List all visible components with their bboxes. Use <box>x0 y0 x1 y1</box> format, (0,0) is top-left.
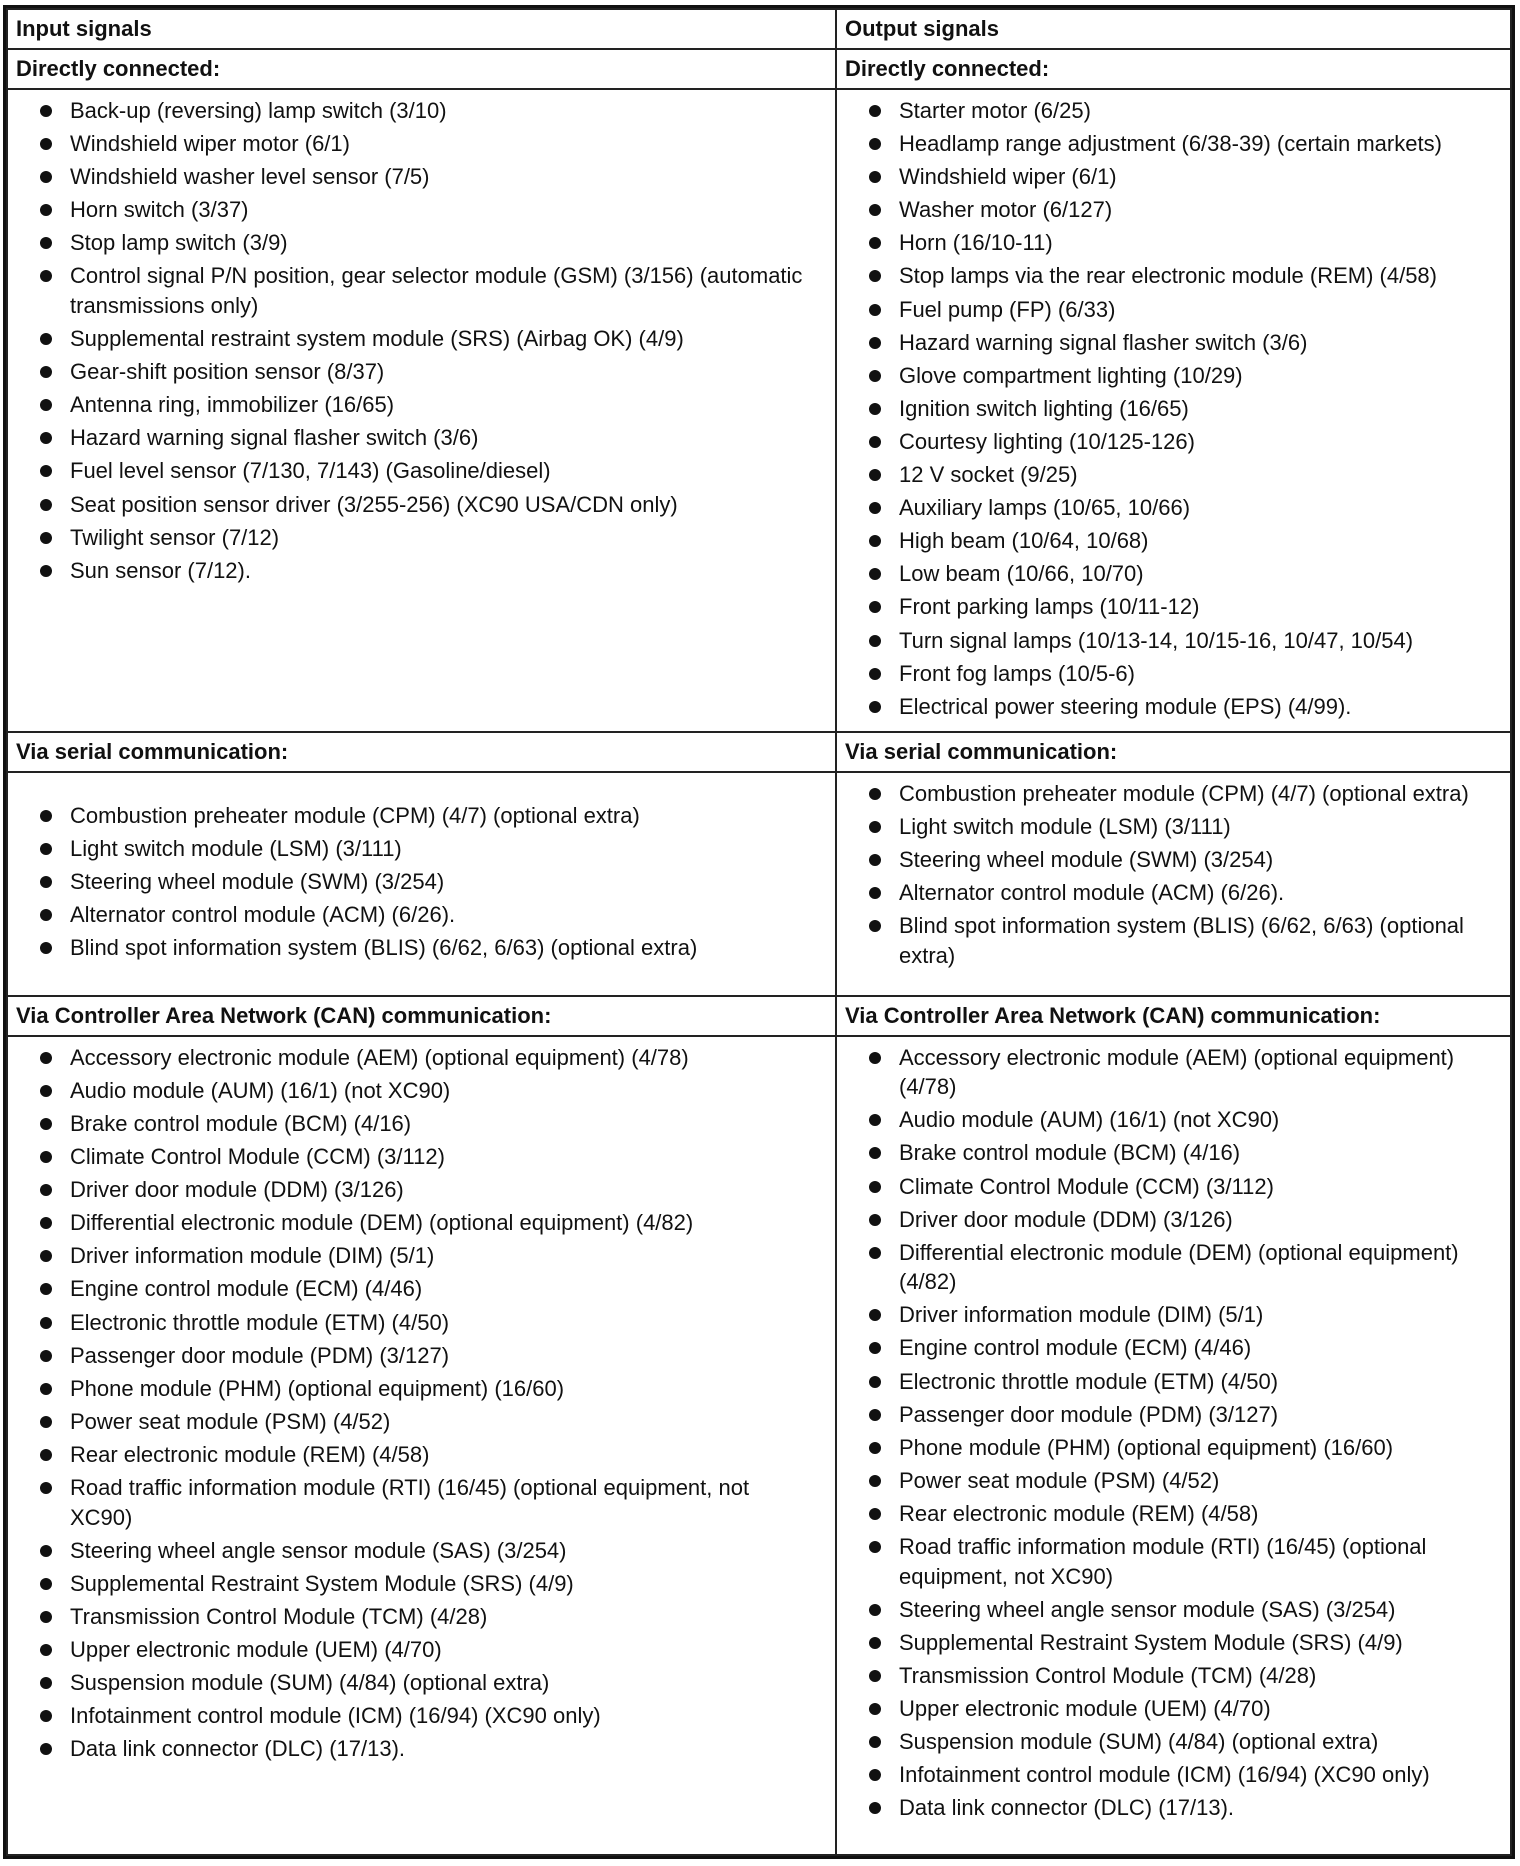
list-item-text: Brake control module (BCM) (4/16) <box>899 1140 1241 1166</box>
list-item <box>30 1175 815 1205</box>
header-row <box>7 9 1511 49</box>
list-item-text: Antenna ring, immobilizer (16/65) <box>70 392 395 418</box>
list-item-text: Hazard warning signal flasher switch (3/6) <box>70 425 479 451</box>
list-item-text: Courtesy lighting (10/125-126) <box>899 428 1195 454</box>
list-item <box>30 1602 815 1632</box>
output-can-title: Via Controller Area Network (CAN) communication: <box>836 996 1511 1036</box>
list-item <box>859 1172 1490 1202</box>
list-item <box>30 1109 815 1139</box>
list-item-text: Auxiliary lamps (10/65, 10/66) <box>899 495 1191 521</box>
list-item-text: Hazard warning signal flasher switch (3/6) <box>899 329 1308 355</box>
list-item <box>30 834 815 864</box>
output-serial-list <box>837 773 1510 980</box>
list-item-text: Alternator control module (ACM) (6/26). <box>899 880 1285 906</box>
list-item-text: Climate Control Module (CCM) (3/112) <box>70 1144 445 1170</box>
list-item-text: Combustion preheater module (CPM) (4/7) (optional extra) <box>899 780 1469 806</box>
list-item-text: Rear electronic module (REM) (4/58) <box>70 1441 430 1467</box>
list-item <box>859 1466 1490 1496</box>
output-can-list <box>837 1037 1510 1832</box>
list-item-text: Low beam (10/66, 10/70) <box>899 561 1144 587</box>
list-item <box>859 692 1490 722</box>
list-item-text: Infotainment control module (ICM) (16/94) (XC90 only) <box>899 1762 1430 1788</box>
list-item-text: Twilight sensor (7/12) <box>70 524 280 550</box>
list-item-text: Supplemental Restraint System Module (SRS) (4/9) <box>899 1629 1403 1655</box>
list-item <box>30 801 815 831</box>
input-serial-list <box>8 795 835 972</box>
list-item <box>859 526 1490 556</box>
list-item <box>30 228 815 258</box>
list-item-text: Differential electronic module (DEM) (optional equipment) (4/82) <box>899 1239 1459 1295</box>
list-item-text: Blind spot information system (BLIS) (6/62, 6/63) (optional extra) <box>899 913 1464 968</box>
list-item-text: Gear-shift position sensor (8/37) <box>70 359 385 385</box>
output-serial-title: Via serial communication: <box>836 732 1511 772</box>
list-item <box>859 1367 1490 1397</box>
list-item <box>30 523 815 553</box>
list-item-text: Transmission Control Module (TCM) (4/28) <box>899 1662 1317 1688</box>
list-item <box>30 456 815 486</box>
list-item <box>859 1205 1490 1235</box>
list-item <box>30 1734 815 1764</box>
list-item-text: Data link connector (DLC) (17/13). <box>70 1736 406 1762</box>
list-item <box>30 357 815 387</box>
list-item <box>859 295 1490 325</box>
list-item <box>859 1595 1490 1625</box>
input-can-title: Via Controller Area Network (CAN) communication: <box>7 996 836 1036</box>
list-item <box>30 324 815 354</box>
list-item <box>859 261 1490 291</box>
list-item <box>859 328 1490 358</box>
list-item <box>859 1532 1490 1591</box>
output-direct-title: Directly connected: <box>836 49 1511 89</box>
list-item-text: Accessory electronic module (AEM) (optional equipment) (4/78) <box>70 1044 689 1070</box>
section-title-row-can <box>7 996 1511 1036</box>
list-item <box>859 845 1490 875</box>
output-can-cell <box>836 1036 1511 1855</box>
list-item <box>859 1138 1490 1168</box>
list-item <box>859 812 1490 842</box>
list-item <box>859 1400 1490 1430</box>
list-item <box>859 1300 1490 1330</box>
input-serial-cell <box>7 772 836 996</box>
list-item-text: Upper electronic module (UEM) (4/70) <box>899 1695 1271 1721</box>
input-direct-list <box>8 90 835 595</box>
list-item-text: Combustion preheater module (CPM) (4/7) (optional extra) <box>70 803 640 829</box>
section-row-serial <box>7 772 1511 996</box>
output-serial-cell <box>836 772 1511 996</box>
list-item <box>859 1727 1490 1757</box>
list-item-text: Driver door module (DDM) (3/126) <box>70 1177 404 1203</box>
list-item-text: Supplemental Restraint System Module (SRS) (4/9) <box>70 1570 574 1596</box>
list-item <box>859 1043 1490 1102</box>
list-item-text: Engine control module (ECM) (4/46) <box>899 1335 1252 1361</box>
list-item <box>859 361 1490 391</box>
list-item <box>859 592 1490 622</box>
list-item <box>30 1668 815 1698</box>
list-item-text: Passenger door module (PDM) (3/127) <box>70 1342 450 1368</box>
list-item <box>859 96 1490 126</box>
list-item-text: Steering wheel module (SWM) (3/254) <box>899 846 1274 872</box>
list-item <box>859 1499 1490 1529</box>
list-item-text: 12 V socket (9/25) <box>899 462 1078 488</box>
list-item <box>30 867 815 897</box>
list-item-text: Light switch module (LSM) (3/111) <box>899 813 1231 839</box>
input-can-list <box>8 1037 835 1773</box>
list-item-text: Light switch module (LSM) (3/111) <box>70 836 402 862</box>
section-title-row-serial <box>7 732 1511 772</box>
list-item <box>859 559 1490 589</box>
list-item-text: Climate Control Module (CCM) (3/112) <box>899 1173 1274 1199</box>
list-item-text: Headlamp range adjustment (6/38-39) (certain markets) <box>899 131 1442 157</box>
list-item-text: Road traffic information module (RTI) (16/45) (optional equipment, not XC90) <box>899 1534 1427 1589</box>
input-direct-title: Directly connected: <box>7 49 836 89</box>
list-item <box>859 1105 1490 1135</box>
list-item <box>859 1238 1490 1297</box>
input-direct-cell <box>7 89 836 732</box>
section-title-row-direct <box>7 49 1511 89</box>
list-item-text: Electronic throttle module (ETM) (4/50) <box>899 1368 1279 1394</box>
list-item <box>859 1433 1490 1463</box>
list-item <box>30 933 815 963</box>
list-item <box>859 626 1490 656</box>
list-item-text: Power seat module (PSM) (4/52) <box>70 1408 391 1434</box>
list-item <box>30 1208 815 1238</box>
list-item-text: Glove compartment lighting (10/29) <box>899 362 1243 388</box>
list-item-text: Differential electronic module (DEM) (optional equipment) (4/82) <box>70 1210 694 1236</box>
list-item-text: Phone module (PHM) (optional equipment) (16/60) <box>70 1375 565 1401</box>
output-signals-header: Output signals <box>836 9 1511 49</box>
section-row-direct <box>7 89 1511 732</box>
input-can-cell <box>7 1036 836 1855</box>
output-direct-cell <box>836 89 1511 732</box>
list-item <box>859 1333 1490 1363</box>
list-item <box>859 427 1490 457</box>
list-item <box>30 490 815 520</box>
list-item <box>859 911 1490 970</box>
list-item <box>30 129 815 159</box>
list-item-text: Alternator control module (ACM) (6/26). <box>70 902 456 928</box>
list-item <box>859 228 1490 258</box>
list-item <box>30 1473 815 1532</box>
list-item-text: Driver information module (DIM) (5/1) <box>899 1302 1264 1328</box>
list-item-text: Driver information module (DIM) (5/1) <box>70 1243 435 1269</box>
section-row-can <box>7 1036 1511 1855</box>
list-item-text: Horn (16/10-11) <box>899 230 1053 256</box>
list-item-text: Turn signal lamps (10/13-14, 10/15-16, 10/47, 10/54) <box>899 627 1414 653</box>
list-item <box>30 1569 815 1599</box>
list-item-text: High beam (10/64, 10/68) <box>899 528 1149 554</box>
list-item <box>30 195 815 225</box>
list-item-text: Audio module (AUM) (16/1) (not XC90) <box>899 1107 1280 1133</box>
list-item <box>859 1793 1490 1823</box>
list-item <box>859 1661 1490 1691</box>
list-item <box>30 1407 815 1437</box>
list-item-text: Passenger door module (PDM) (3/127) <box>899 1401 1279 1427</box>
list-item <box>30 390 815 420</box>
list-item <box>30 261 815 320</box>
list-item <box>30 1274 815 1304</box>
list-item <box>859 129 1490 159</box>
list-item <box>30 96 815 126</box>
list-item-text: Front parking lamps (10/11-12) <box>899 594 1200 620</box>
list-item-text: Suspension module (SUM) (4/84) (optional extra) <box>899 1728 1379 1754</box>
list-item-text: Data link connector (DLC) (17/13). <box>899 1795 1235 1821</box>
list-item <box>859 195 1490 225</box>
list-item <box>30 1043 815 1073</box>
list-item <box>30 1701 815 1731</box>
list-item-text: Fuel pump (FP) (6/33) <box>899 296 1116 322</box>
list-item-text: Seat position sensor driver (3/255-256) (XC90 USA/CDN only) <box>70 491 678 517</box>
list-item-text: Audio module (AUM) (16/1) (not XC90) <box>70 1077 451 1103</box>
list-item-text: Steering wheel angle sensor module (SAS) (3/254) <box>899 1596 1396 1622</box>
output-direct-list <box>837 90 1510 731</box>
list-item-text: Infotainment control module (ICM) (16/94) (XC90 only) <box>70 1703 601 1729</box>
list-item-text: Steering wheel module (SWM) (3/254) <box>70 869 445 895</box>
list-item <box>859 659 1490 689</box>
list-item <box>30 423 815 453</box>
list-item <box>859 162 1490 192</box>
list-item-text: Ignition switch lighting (16/65) <box>899 395 1189 421</box>
list-item-text: Phone module (PHM) (optional equipment) (16/60) <box>899 1434 1394 1460</box>
list-item-text: Stop lamps via the rear electronic module (REM) (4/58) <box>899 263 1437 289</box>
signals-table <box>6 8 1512 1856</box>
list-item <box>859 878 1490 908</box>
list-item-text: Engine control module (ECM) (4/46) <box>70 1276 423 1302</box>
list-item-text: Brake control module (BCM) (4/16) <box>70 1110 412 1136</box>
input-signals-header: Input signals <box>7 9 836 49</box>
input-serial-title: Via serial communication: <box>7 732 836 772</box>
list-item <box>30 162 815 192</box>
list-item-text: Washer motor (6/127) <box>899 197 1113 223</box>
list-item-text: Sun sensor (7/12). <box>70 557 251 583</box>
list-item-text: Suspension module (SUM) (4/84) (optional extra) <box>70 1669 550 1695</box>
list-item <box>30 556 815 586</box>
list-item-text: Road traffic information module (RTI) (16/45) (optional equipment, not XC90) <box>70 1475 750 1530</box>
list-item-text: Electrical power steering module (EPS) (4/99). <box>899 693 1352 719</box>
list-item-text: Windshield washer level sensor (7/5) <box>70 164 430 190</box>
list-item-text: Windshield wiper motor (6/1) <box>70 131 350 157</box>
list-item <box>30 1241 815 1271</box>
list-item <box>859 779 1490 809</box>
list-item <box>30 1374 815 1404</box>
list-item-text: Fuel level sensor (7/130, 7/143) (Gasoline/diesel) <box>70 458 551 484</box>
list-item-text: Power seat module (PSM) (4/52) <box>899 1467 1220 1493</box>
list-item-text: Driver door module (DDM) (3/126) <box>899 1206 1233 1232</box>
list-item <box>30 1635 815 1665</box>
list-item <box>859 1694 1490 1724</box>
list-item-text: Horn switch (3/37) <box>70 197 249 223</box>
list-item <box>859 460 1490 490</box>
list-item <box>859 493 1490 523</box>
list-item <box>30 1142 815 1172</box>
list-item-text: Windshield wiper (6/1) <box>899 164 1117 190</box>
list-item <box>859 1628 1490 1658</box>
list-item-text: Rear electronic module (REM) (4/58) <box>899 1500 1259 1526</box>
list-item-text: Starter motor (6/25) <box>899 98 1091 123</box>
list-item <box>30 1536 815 1566</box>
list-item-text: Back-up (reversing) lamp switch (3/10) <box>70 98 447 123</box>
list-item-text: Accessory electronic module (AEM) (optional equipment) (4/78) <box>899 1044 1455 1100</box>
list-item-text: Steering wheel angle sensor module (SAS) (3/254) <box>70 1537 567 1563</box>
list-item-text: Control signal P/N position, gear selector module (GSM) (3/156) (automatic transmissions only) <box>70 263 803 318</box>
list-item-text: Front fog lamps (10/5-6) <box>899 660 1135 686</box>
signals-table-frame <box>3 5 1515 1859</box>
list-item-text: Blind spot information system (BLIS) (6/62, 6/63) (optional extra) <box>70 935 698 961</box>
list-item-text: Upper electronic module (UEM) (4/70) <box>70 1636 442 1662</box>
list-item <box>30 1308 815 1338</box>
list-item <box>30 900 815 930</box>
list-item <box>859 394 1490 424</box>
list-item-text: Supplemental restraint system module (SRS) (Airbag OK) (4/9) <box>70 326 684 352</box>
list-item <box>859 1760 1490 1790</box>
list-item <box>30 1341 815 1371</box>
list-item <box>30 1076 815 1106</box>
list-item-text: Stop lamp switch (3/9) <box>70 230 288 256</box>
list-item-text: Electronic throttle module (ETM) (4/50) <box>70 1309 450 1335</box>
list-item-text: Transmission Control Module (TCM) (4/28) <box>70 1603 488 1629</box>
list-item <box>30 1440 815 1470</box>
